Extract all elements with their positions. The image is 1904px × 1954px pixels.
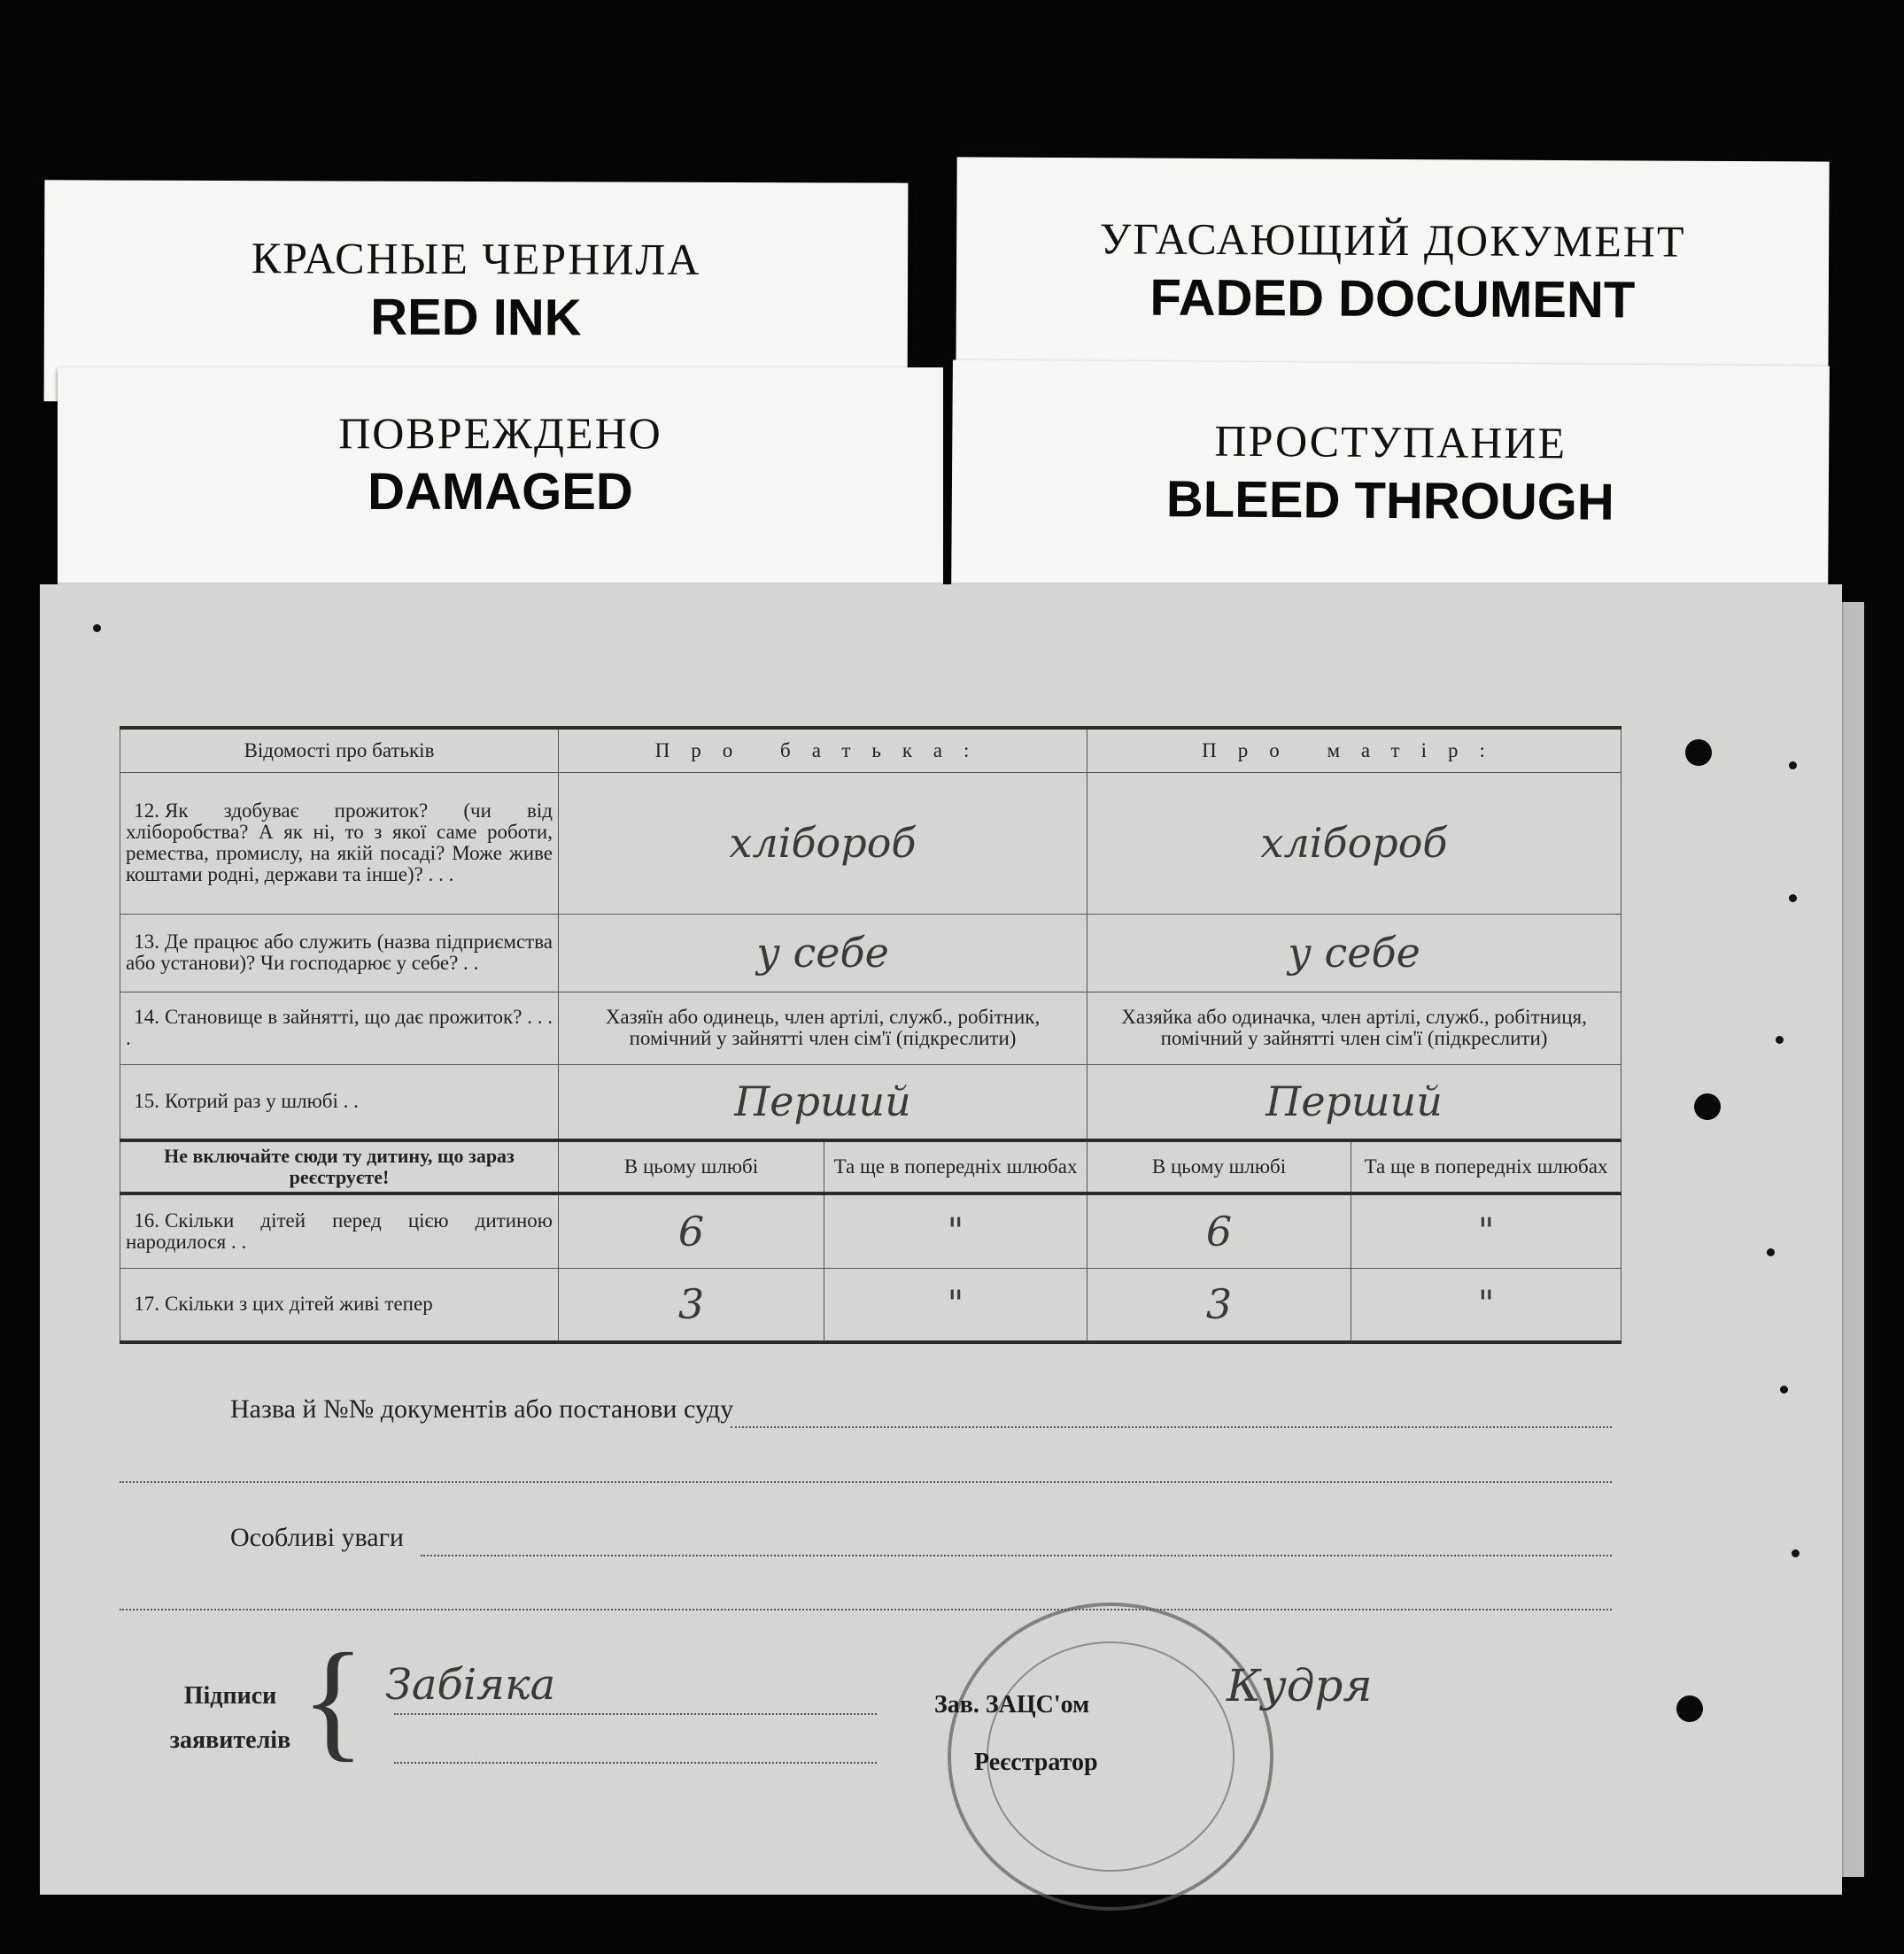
father-previous-marriages-header: Та ще в попередніх шлюбах xyxy=(824,1140,1087,1193)
handwritten-answer: 6 xyxy=(677,1207,705,1255)
mother-children-prev xyxy=(1351,1193,1621,1268)
question-number: 17. xyxy=(134,1293,159,1316)
handwritten-answer: у себе xyxy=(756,929,889,977)
exclude-child-warning: Не включайте сюди ту дитину, що зараз реєструєте! xyxy=(120,1140,559,1193)
signatures-label-2: заявителів xyxy=(169,1726,291,1754)
handwritten-answer: 3 xyxy=(1205,1280,1233,1329)
mother-living-prev xyxy=(1351,1268,1621,1342)
handwritten-answer: Перший xyxy=(1265,1077,1443,1126)
mother-answer-13 xyxy=(1087,914,1621,992)
parents-info-header: Відомості про батьків xyxy=(120,728,559,772)
signature-brace: { xyxy=(301,1626,365,1773)
question-text: Як здобуває прожиток? (чи від хліборобства? А як ні, то з якої саме роботи, ремества, промислу, на якій посаді? Може живе коштами родні, держави та інше)? . . . xyxy=(126,799,553,885)
notes-label: Особливі уваги xyxy=(230,1523,404,1552)
dotted-line xyxy=(120,1609,1612,1610)
question-number: 14. xyxy=(134,1006,159,1028)
handwritten-answer: Перший xyxy=(734,1077,911,1126)
dotted-line xyxy=(120,1481,1612,1483)
children-header-row xyxy=(120,1140,1621,1193)
red-ink-en-label: RED INK xyxy=(370,288,582,347)
punch-hole xyxy=(1694,1093,1721,1120)
mother-this-marriage-header: В цьому шлюбі xyxy=(1087,1140,1351,1193)
question-16 xyxy=(120,1193,559,1268)
punch-hole xyxy=(1676,1695,1703,1722)
speck xyxy=(1767,1248,1775,1256)
speck xyxy=(1780,1386,1788,1394)
father-living-prev xyxy=(824,1268,1087,1342)
dotted-line xyxy=(394,1762,877,1764)
documents-label: Назва й №№ документів або постанови суду xyxy=(230,1394,734,1424)
question-text: Котрий раз у шлюбі . . xyxy=(165,1090,359,1113)
handwritten-answer: " xyxy=(1477,1210,1495,1252)
table-header-row xyxy=(120,728,1621,772)
damaged-card xyxy=(58,367,943,598)
speck xyxy=(1776,1036,1784,1044)
mother-children-this xyxy=(1087,1193,1351,1268)
question-number: 13. xyxy=(134,931,159,953)
dotted-line xyxy=(394,1713,877,1715)
father-living-this xyxy=(559,1268,824,1342)
question-17 xyxy=(120,1268,559,1342)
question-number: 15. xyxy=(134,1090,159,1113)
signatures-label: Підписи xyxy=(183,1682,277,1710)
father-this-marriage-header: В цьому шлюбі xyxy=(559,1140,824,1193)
faded-document-card xyxy=(956,157,1829,391)
table-row xyxy=(120,992,1621,1064)
faded-ru-label: УГАСАЮЩИЙ ДОКУМЕНТ xyxy=(1099,213,1686,266)
handwritten-answer: хлібороб xyxy=(1260,819,1448,867)
father-children-this xyxy=(559,1193,824,1268)
registration-form-sheet xyxy=(40,584,1842,1895)
father-answer-14: Хазяїн або одинець, член артілі, служб., робітник, помічний у зайнятті член сім'ї (підкреслити) xyxy=(559,992,1087,1064)
table-row xyxy=(120,1064,1621,1140)
damaged-ru-label: ПОВРЕЖДЕНО xyxy=(338,408,662,458)
head-of-registry-label: Зав. ЗАЦС'ом xyxy=(934,1691,1090,1718)
punch-hole xyxy=(1685,739,1712,766)
speck xyxy=(1789,894,1797,902)
table-row xyxy=(120,1268,1621,1342)
question-text: Становище в зайнятті, що дає прожиток? . . . . xyxy=(126,1006,553,1049)
bleed-en-label: BLEED THROUGH xyxy=(1165,470,1614,531)
faded-en-label: FADED DOCUMENT xyxy=(1149,268,1636,329)
bleed-through-card xyxy=(951,360,1830,601)
table-row xyxy=(120,1193,1621,1268)
question-text: Скільки дітей перед цією дитиною народилося . . xyxy=(126,1209,553,1253)
question-14 xyxy=(120,992,559,1064)
speck xyxy=(93,624,101,632)
question-number: 16. xyxy=(134,1209,159,1232)
handwritten-answer: " xyxy=(1477,1284,1495,1325)
father-children-prev xyxy=(824,1193,1087,1268)
registrar-label: Реєстратор xyxy=(974,1749,1098,1776)
registrar-signature: Кудря xyxy=(1227,1660,1373,1711)
question-text: Де працює або служить (назва підприємства або установи)? Чи господарює у себе? . . xyxy=(126,931,553,974)
handwritten-answer: " xyxy=(947,1210,964,1252)
handwritten-answer: 3 xyxy=(677,1280,705,1329)
question-12 xyxy=(120,772,559,914)
father-header: Про батька: xyxy=(559,728,1087,772)
mother-living-this xyxy=(1087,1268,1351,1342)
dotted-line xyxy=(731,1426,1612,1428)
question-13 xyxy=(120,914,559,992)
handwritten-answer: " xyxy=(947,1284,964,1325)
table-row xyxy=(120,772,1621,914)
handwritten-answer: 6 xyxy=(1205,1207,1233,1255)
mother-header: Про матір: xyxy=(1087,728,1621,772)
question-number: 12. xyxy=(134,799,159,822)
applicant-signature: Забіяка xyxy=(385,1660,556,1710)
question-text: Скільки з цих дітей живі тепер xyxy=(165,1293,433,1316)
question-15 xyxy=(120,1064,559,1140)
damaged-en-label: DAMAGED xyxy=(368,463,633,521)
mother-answer-15 xyxy=(1087,1064,1621,1140)
father-answer-12 xyxy=(559,772,1087,914)
bleed-ru-label: ПРОСТУПАНИЕ xyxy=(1214,415,1567,468)
mother-previous-marriages-header: Та ще в попередніх шлюбах xyxy=(1351,1140,1621,1193)
parents-info-table xyxy=(120,726,1621,1344)
handwritten-answer: у себе xyxy=(1288,929,1420,977)
father-answer-13 xyxy=(559,914,1087,992)
father-answer-15 xyxy=(559,1064,1087,1140)
mother-answer-14: Хазяйка або одиначка, член артілі, служб., робітниця, помічний у зайнятті член сім'ї (підкреслити) xyxy=(1087,992,1621,1064)
speck xyxy=(1789,761,1797,769)
handwritten-answer: хлібороб xyxy=(729,819,917,867)
table-row xyxy=(120,914,1621,992)
mother-answer-12 xyxy=(1087,772,1621,914)
dotted-line xyxy=(421,1555,1612,1556)
red-ink-ru-label: КРАСНЫЕ ЧЕРНИЛА xyxy=(251,233,701,284)
speck xyxy=(1792,1549,1800,1557)
